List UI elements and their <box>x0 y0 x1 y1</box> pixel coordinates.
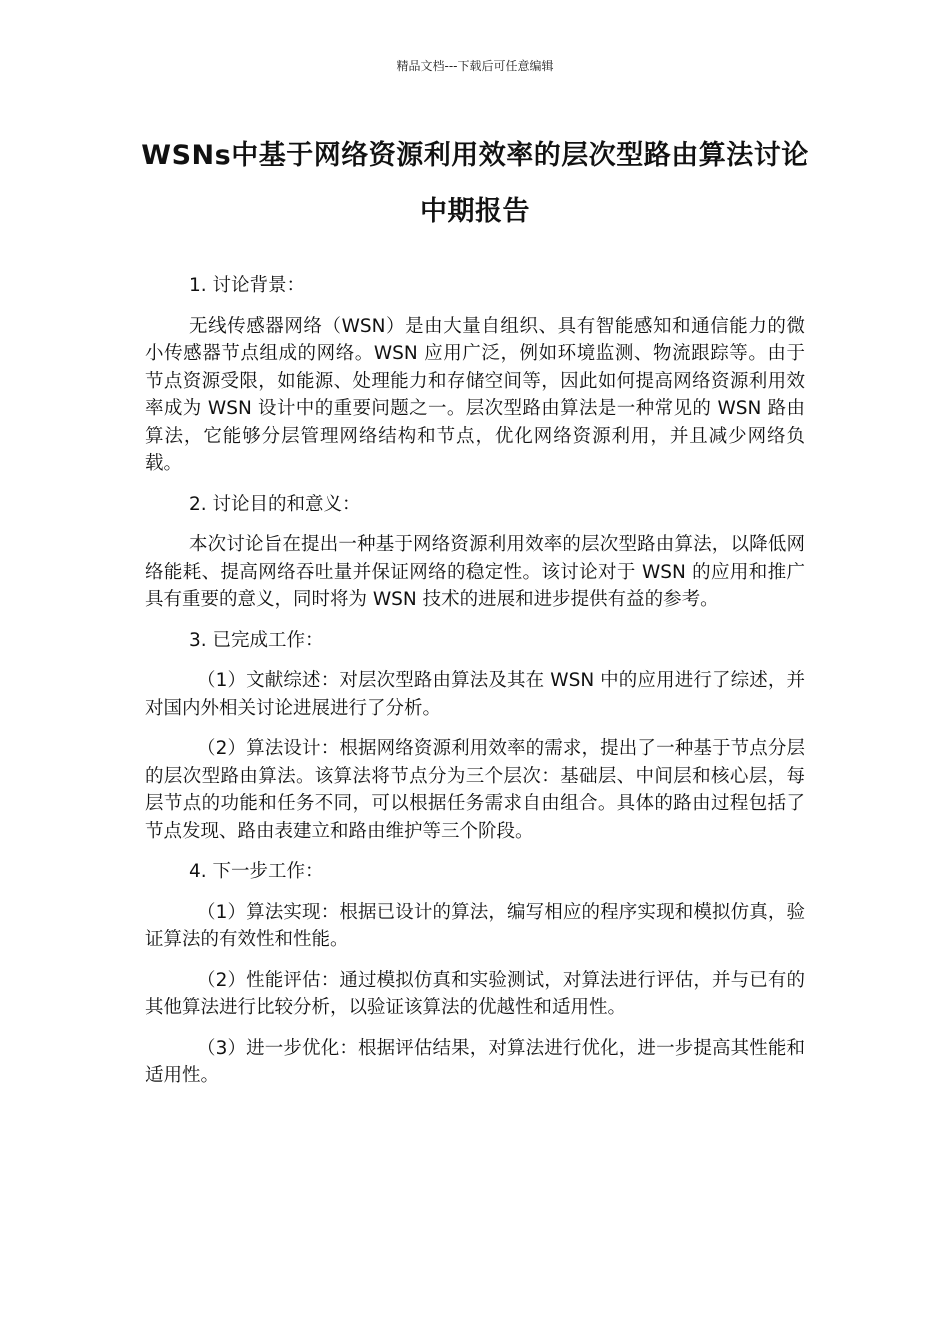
document-body <box>145 272 805 1103</box>
section-completed-work <box>145 627 805 846</box>
sub-item-paragraph: （1）算法实现：根据已设计的算法，编写相应的程序实现和模拟仿真，验证算法的有效性和性能。 <box>145 901 805 950</box>
document-title: WSNs中基于网络资源利用效率的层次型路由算法讨论中期报告 <box>141 140 809 227</box>
sub-item-paragraph: （1）文献综述：对层次型路由算法及其在 WSN 中的应用进行了综述，并对国内外相关讨论进展进行了分析。 <box>145 670 805 719</box>
section-next-steps <box>145 858 805 1090</box>
page-header-note: 精品文档---下载后可任意编辑 <box>396 59 554 73</box>
section-heading: 1. 讨论背景： <box>189 275 306 296</box>
section-purpose <box>145 491 805 614</box>
section-heading: 2. 讨论目的和意义： <box>189 493 361 515</box>
section-background <box>145 272 805 478</box>
sub-item-paragraph: （2）性能评估：通过模拟仿真和实验测试，对算法进行评估，并与已有的其他算法进行比较分析，以验证该算法的优越性和适用性。 <box>145 969 805 1018</box>
sub-item-paragraph: （2）算法设计：根据网络资源利用效率的需求，提出了一种基于节点分层的层次型路由算法。该算法将节点分为三个层次：基础层、中间层和核心层，每层节点的功能和任务不同，可以根据任务需求自由组合。具体的路由过程包括了节点发现、路由表建立和路由维护等三个阶段。 <box>145 738 805 842</box>
paragraph: 本次讨论旨在提出一种基于网络资源利用效率的层次型路由算法，以降低网络能耗、提高网络吞吐量并保证网络的稳定性。该讨论对于 WSN 的应用和推广具有重要的意义，同时将为 WSN 技术的进展和进步提供有益的参考。 <box>145 534 805 610</box>
sub-item-paragraph: （3）进一步优化：根据评估结果，对算法进行优化，进一步提高其性能和适用性。 <box>145 1037 805 1086</box>
section-heading: 3. 已完成工作： <box>189 629 324 651</box>
paragraph: 无线传感器网络（WSN）是由大量自组织、具有智能感知和通信能力的微小传感器节点组成的网络。WSN 应用广泛，例如环境监测、物流跟踪等。由于节点资源受限，如能源、处理能力和存储空间等，因此如何提高网络资源利用效率成为 WSN 设计中的重要问题之一。层次型路由算法是一种常见的 WSN 路由算法，它能够分层管理网络结构和节点，优化网络资源利用，并且减少网络负载。 <box>145 315 805 474</box>
section-heading: 4. 下一步工作： <box>189 861 324 882</box>
